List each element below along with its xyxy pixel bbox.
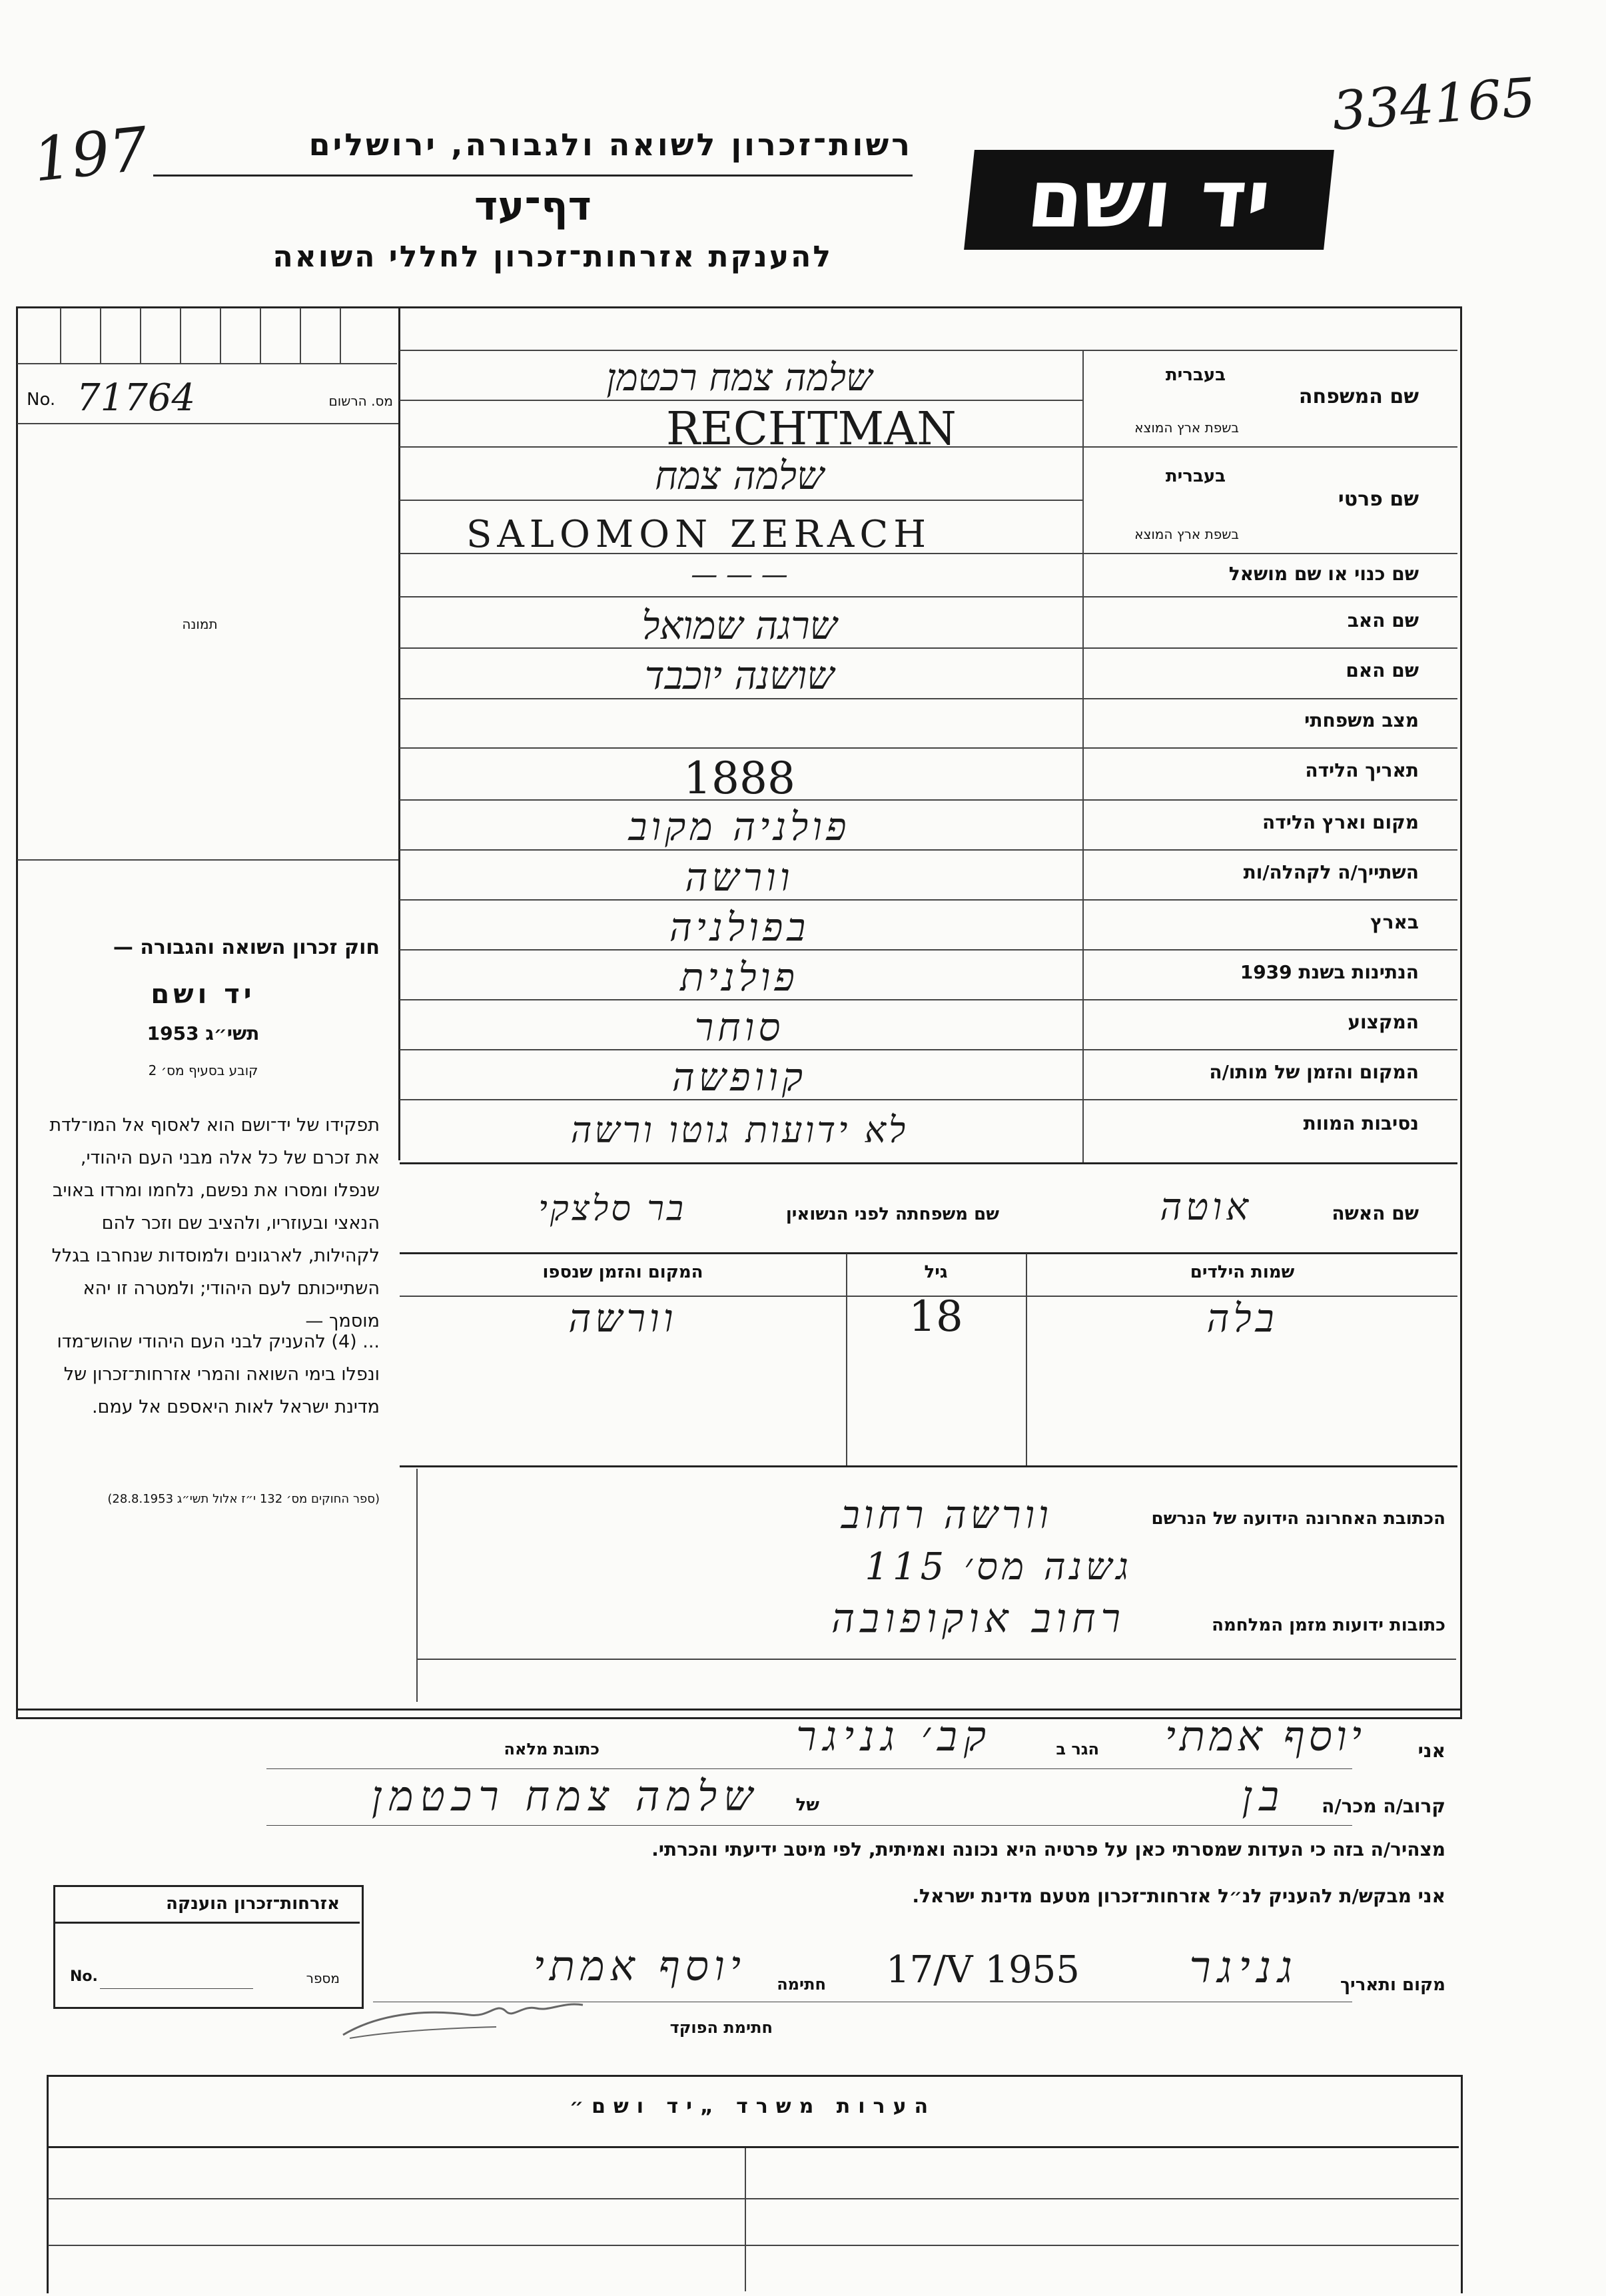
signature-label: חתימה <box>777 1975 826 1994</box>
registration-number: 71764 <box>77 376 196 420</box>
handwritten-number-right: 334165 <box>1330 66 1538 143</box>
yad-vashem-logo <box>964 150 1334 250</box>
family-name-label: שם המשפחה <box>1298 385 1419 408</box>
declaration-address-label: כתובת מלאה <box>504 1740 600 1758</box>
declaration-relation-label: קרוב/ה מכר/ה <box>1322 1795 1445 1817</box>
mother-name-label: שם האם <box>1346 659 1419 681</box>
family-name-hebrew-value: שלמה צמח רכטמן <box>606 356 873 400</box>
birth-date-value: 1888 <box>683 753 795 804</box>
officer-signature-scribble <box>336 1988 590 2048</box>
place-date-label: מקום ותאריך <box>1340 1975 1445 1995</box>
wife-maiden-value: בר סלצקי <box>538 1189 686 1229</box>
declaration-resident-value: קב׳ גניגר <box>796 1712 993 1760</box>
declaration-of-label: של <box>795 1795 819 1815</box>
first-name-hebrew-value: שלמה צמח <box>654 453 825 498</box>
wife-label: שם האשה <box>1332 1202 1419 1224</box>
law-clause: קובע בסעיף מס׳ 2 <box>148 1062 258 1078</box>
mother-name-value: שושנה יוכבד <box>644 653 835 698</box>
law-footnote: (ספר החוקים מס׳ 132 י״ז אלול תשי״ג 28.8.1953) <box>107 1492 380 1506</box>
last-address-value-2: גשנה מס׳ 115 <box>865 1545 1132 1589</box>
authority-text: רשות־זכרון לשואה ולגבורה, ירושלים <box>308 127 913 163</box>
law-name: יד ושם <box>151 979 256 1010</box>
registration-label: מס. הרשום <box>328 393 393 409</box>
declaration-statement-2: אני מבקש/ת להעניק לנ״ל אזרחות־זכרון מטעם מדינת ישראל. <box>912 1885 1445 1907</box>
grant-box-no-label: No. <box>70 1968 98 1985</box>
death-circumstances-value: לא ידועות גוטו ורשה <box>570 1109 909 1151</box>
children-age-header: גיל <box>924 1262 948 1282</box>
child-age: 18 <box>909 1292 963 1341</box>
declaration-resident-label: הגר ב <box>1056 1740 1099 1758</box>
date-value: 17/V 1955 <box>886 1948 1080 1992</box>
page-title: דף־עד <box>474 183 592 230</box>
declaration-i-label: אני <box>1417 1740 1445 1762</box>
death-place-label: המקום והזמן של מותו/ה <box>1209 1061 1419 1083</box>
death-circumstances-label: נסיבות המוות <box>1303 1112 1419 1134</box>
profession-value: סוחר <box>694 1004 785 1050</box>
last-address-label: הכתובת האחרונה הידועה של הנרשם <box>1151 1509 1445 1529</box>
war-address-label: כתובות ידועות מזמן המלחמה <box>1212 1615 1445 1635</box>
birth-place-value: פולניה מקוב <box>628 804 851 849</box>
children-place-header: המקום והזמן שנספו <box>542 1262 703 1282</box>
death-place-value: קוופשה <box>671 1054 807 1100</box>
declaration-of-value: שלמה צמח רכטמן <box>371 1772 759 1820</box>
officer-signature-label: חתימת הפוקד <box>669 2018 773 2037</box>
grant-box-title: אזרחות־זכרון הוענקה <box>166 1894 340 1914</box>
law-text-1: תפקידו של יד־ושם הוא לאסוף אל המו־לדת את זכרם של כל אלה מבני העם היהודי, שנפלו ומסרו את נפשם, נלחמו ומרדו באויב הנאצי ובעוזריו, ולהציב שם וזכר להם לקהילות, לארגונים ולמוסדות שנחרבו בגלל השתייכותם לעם היהודי; ולמטרה זו יהא מוסמך — <box>49 1115 380 1332</box>
notes-title: הערות משרד „יד ושם״ <box>569 2095 937 2118</box>
registration-no-label: No. <box>27 390 56 410</box>
father-name-label: שם האב <box>1347 609 1419 631</box>
country-label: בארץ <box>1370 911 1419 933</box>
father-name-value: שרגה שמואל <box>641 603 837 648</box>
declaration-relation-value: בן <box>1242 1772 1286 1820</box>
birth-place-label: מקום וארץ הלידה <box>1262 811 1419 833</box>
citizenship-value: פולנית <box>680 955 799 1000</box>
grant-box-number-label: מספר <box>306 1970 340 1986</box>
family-name-latin-value: RECHTMAN <box>666 403 957 456</box>
wife-value: אוטה <box>1160 1186 1252 1229</box>
first-name-origin-sublabel: בשפת ארץ המוצא <box>1134 526 1239 542</box>
marital-status-label: מצב משפחתי <box>1304 709 1419 731</box>
law-year: תשי״ג 1953 <box>147 1022 260 1044</box>
nickname-value: — — — <box>691 560 788 590</box>
wife-maiden-label: שם משפחתה לפני הנשואין <box>785 1204 999 1224</box>
logo-text: יד ושם <box>1023 153 1276 246</box>
nickname-label: שם כנוי או שם מושאל <box>1228 563 1419 585</box>
country-value: בפולניה <box>669 905 810 950</box>
profession-label: המקצוע <box>1348 1011 1419 1033</box>
law-text-2: ... (4) להעניק לבני העם היהודי שהוש־מדו ונפלו בימי השואה והמרי אזרחות־זכרון של מדינת ישראל לאות היאספם אל עמם. <box>57 1332 380 1417</box>
law-title: חוק זכרון השואה והגבורה — <box>113 936 380 959</box>
first-name-hebrew-sublabel: בעברית <box>1165 466 1226 486</box>
last-address-value-1: וורשה רחוב <box>841 1492 1052 1537</box>
handwritten-number-left: 197 <box>29 114 151 196</box>
community-value: וורשה <box>685 855 794 900</box>
first-name-label: שם פרטי <box>1338 488 1419 511</box>
place-value: גניגר <box>1189 1942 1299 1993</box>
declaration-statement-1: מצהיר/ה בזה כי העדות שמסרתי כאן על פרטיה היא נכונה ואמיתית, לפי מיטב ידיעתי והכרתי. <box>651 1838 1445 1860</box>
page-subtitle: להענקת אזרחות־זכרון לחללי השואה <box>272 240 833 274</box>
photo-label: תמונה <box>182 616 218 632</box>
citizenship-label: הנתינות בשנת 1939 <box>1240 961 1419 983</box>
family-name-hebrew-sublabel: בעברית <box>1165 365 1226 385</box>
declaration-i-value: יוסף אמתי <box>1164 1712 1366 1760</box>
birth-date-label: תאריך הלידה <box>1305 759 1419 781</box>
first-name-latin-value: SALOMON ZERACH <box>466 513 932 556</box>
signature-value: יוסף אמתי <box>533 1942 746 1990</box>
child-name: בלה <box>1206 1296 1278 1341</box>
family-name-origin-sublabel: בשפת ארץ המוצא <box>1134 420 1239 436</box>
war-address-value: רחוב אוקופובה <box>831 1595 1126 1642</box>
child-place: וורשה <box>568 1296 677 1341</box>
children-names-header: שמות הילדים <box>1190 1262 1295 1282</box>
community-label: השתייך/ה לקהלה/ות <box>1243 861 1419 883</box>
